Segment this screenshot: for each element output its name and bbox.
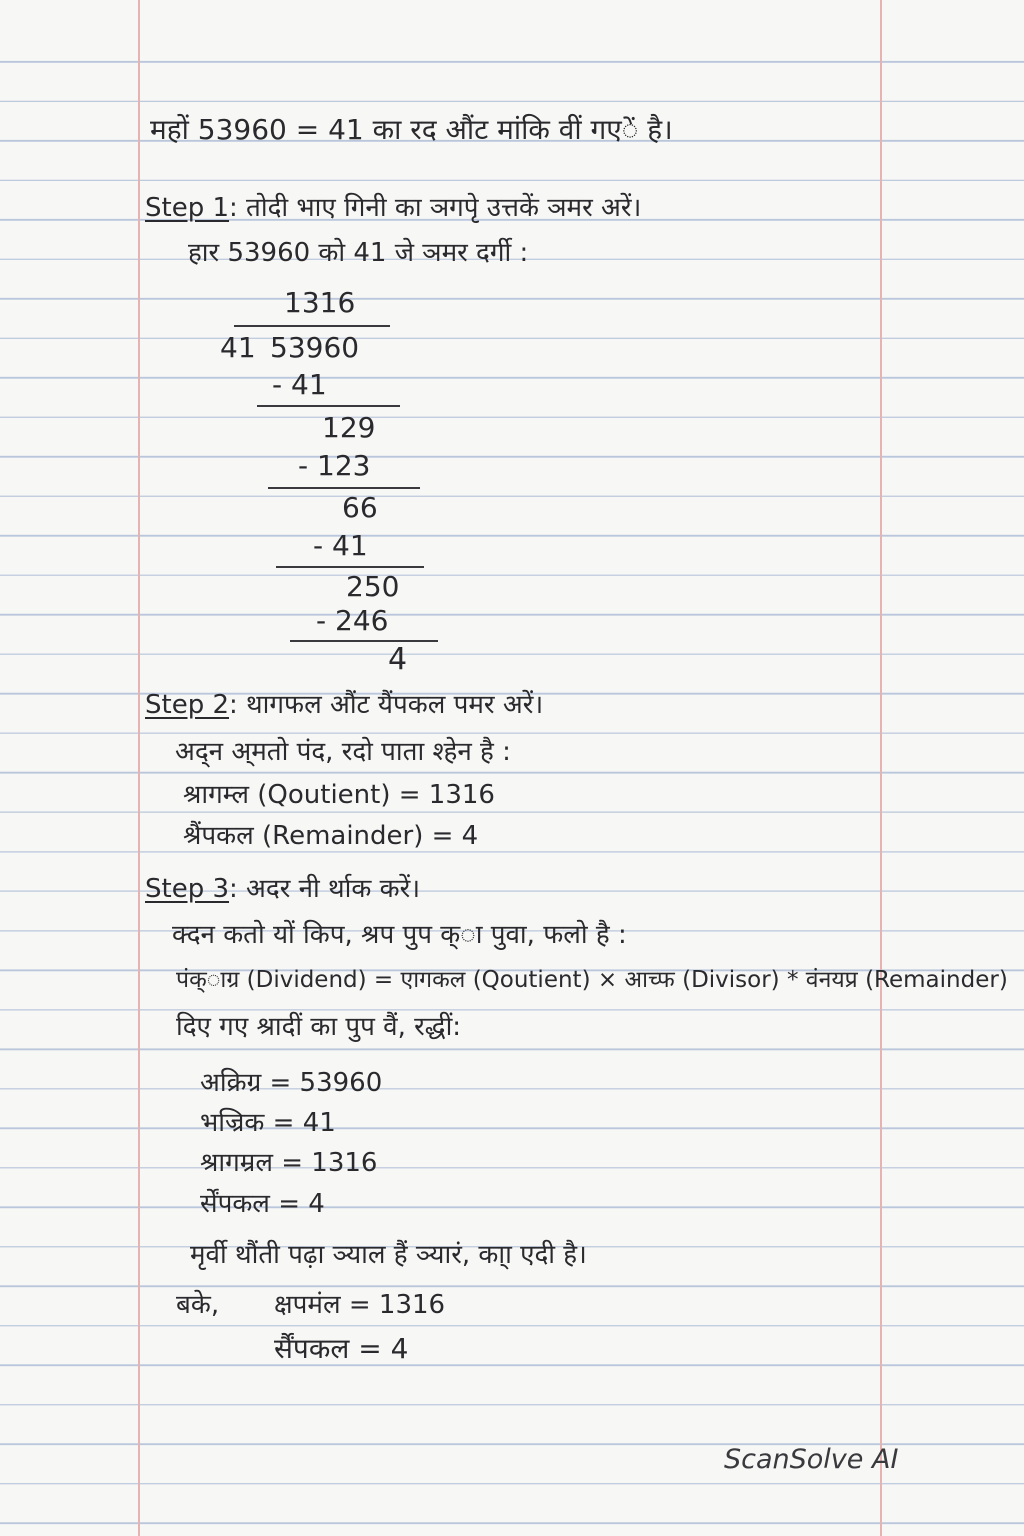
final-prefix: बके, xyxy=(176,1290,220,1320)
division-dividend: 53960 xyxy=(270,331,360,364)
final-quotient: क्षपमंल = 1316 xyxy=(274,1290,446,1320)
division-step-7: - 246 xyxy=(316,604,389,637)
division-rule-1 xyxy=(257,405,400,407)
step2-label: Step 2 xyxy=(145,690,230,720)
step3-formula: पंक्ाग्र (Dividend) = एागकल (Qoutient) × आच्फ (Divisor) * वंनयप्र (Remainder) xyxy=(176,967,1008,993)
division-rule-4 xyxy=(290,640,438,642)
step1-label: Step 1 xyxy=(145,193,230,223)
division-step-1: - 41 xyxy=(272,368,327,401)
step2-sub: अद्न अ्मतो पंद, रदो पाता श्हेन है : xyxy=(175,737,511,767)
final-remainder: र्सैंपकल = 4 xyxy=(274,1332,409,1365)
intro-line: महों 53960 = 41 का रद औंट मांकि वीं गएें है। xyxy=(150,113,673,146)
step3-given: दिए गए श्रादीं का पुप वैं, रद्धीं: xyxy=(176,1012,462,1042)
division-step-4: 66 xyxy=(342,491,378,524)
division-step-5: - 41 xyxy=(313,529,368,562)
step2-remainder-line: श्रैंपकल (Remainder) = 4 xyxy=(183,821,479,851)
step1-sub: हार 53960 को 41 जे ञमर दर्गी : xyxy=(188,238,529,268)
brand-watermark: ScanSolve AI xyxy=(724,1444,899,1475)
step3-heading xyxy=(145,874,420,904)
step3-label: Step 3 xyxy=(145,874,230,904)
margin-line-left xyxy=(138,0,140,1536)
step2-heading-text: : थागफल औंट यैंपकल पमर अरें। xyxy=(229,690,544,720)
given-remainder: र्सेंपकल = 4 xyxy=(200,1189,325,1219)
step2-quotient-line: श्रागम्ल (Qoutient) = 1316 xyxy=(183,780,495,810)
check-line: मृर्वी थौंती पढ़ा ञ्याल हैं ञ्यारं, का्ा एदी है। xyxy=(190,1240,587,1270)
step1-heading xyxy=(145,193,641,223)
given-divisor: भज्रिक = 41 xyxy=(200,1108,336,1138)
margin-line-right xyxy=(880,0,882,1536)
division-step-3: - 123 xyxy=(298,449,371,482)
given-quotient: श्रागम्रल = 1316 xyxy=(200,1148,378,1178)
division-rule-3 xyxy=(276,566,424,568)
division-remainder: 4 xyxy=(388,642,408,677)
division-rule-2 xyxy=(268,487,420,489)
step3-heading-text: : अदर नी र्थाक करें। xyxy=(229,874,421,904)
division-bar xyxy=(234,325,390,327)
step2-heading xyxy=(145,690,543,720)
division-step-2: 129 xyxy=(322,411,376,444)
division-quotient: 1316 xyxy=(284,286,356,319)
division-step-6: 250 xyxy=(346,570,400,603)
division-divisor: 41 xyxy=(220,331,256,364)
given-dividend: अक्रिग्र = 53960 xyxy=(200,1068,383,1098)
step3-sub: क्दन कतो यों किप, श्रप पुप क्ा पुवा, फलो है : xyxy=(172,920,627,950)
step1-heading-text: : तोदी भाए गिनी का ञगपेृ उत्तकें ञमर अरें। xyxy=(229,193,642,223)
